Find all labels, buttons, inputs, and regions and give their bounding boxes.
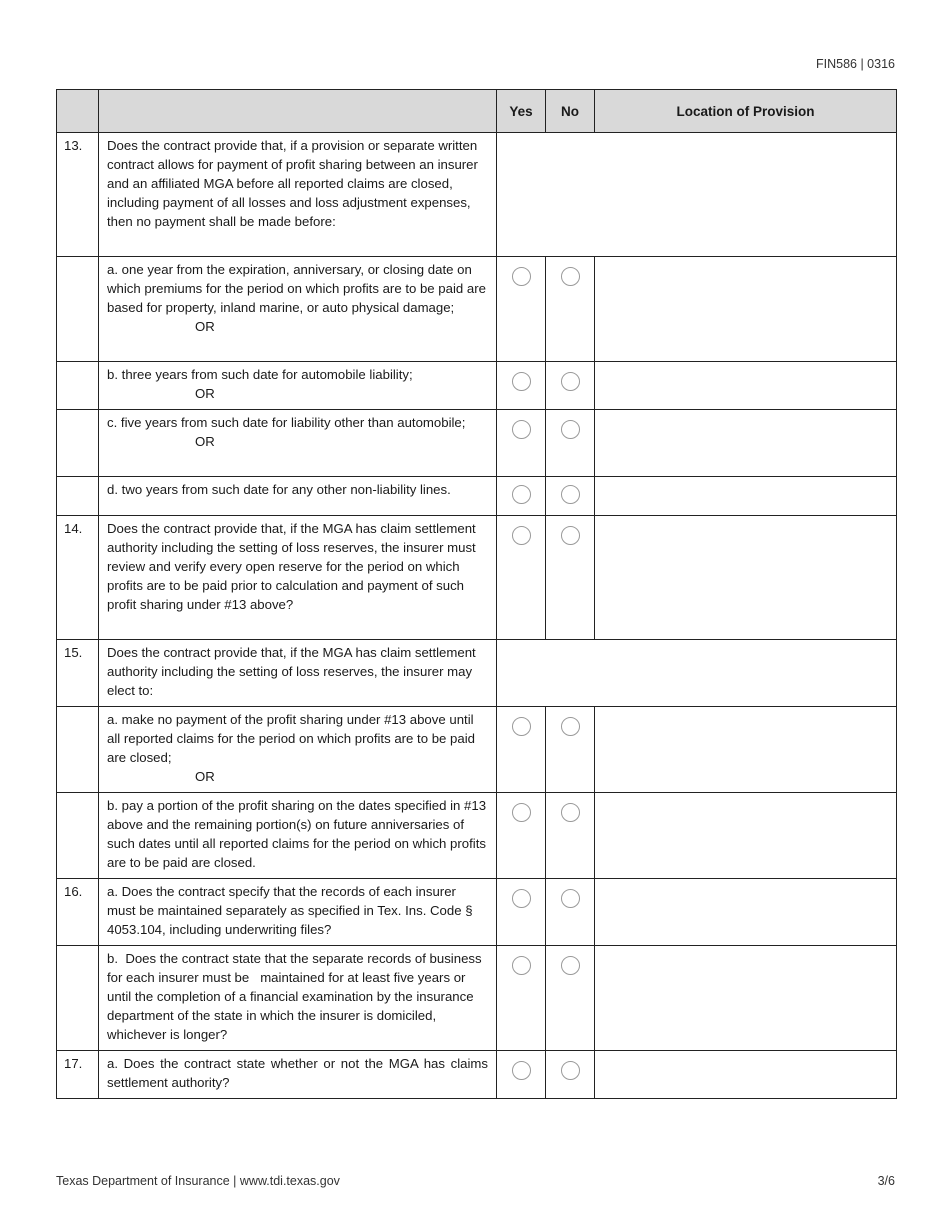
col-question <box>99 90 497 133</box>
table-header-row <box>57 90 897 133</box>
table-row <box>57 133 897 257</box>
row-number: 13. <box>57 133 99 257</box>
page-number: 3/6 <box>877 1174 895 1188</box>
yes-radio[interactable] <box>512 889 531 908</box>
merged-answer-cell <box>497 640 897 707</box>
no-cell <box>546 410 595 477</box>
yes-cell <box>497 946 546 1051</box>
location-field[interactable] <box>595 516 897 640</box>
table-row <box>57 410 897 477</box>
no-radio[interactable] <box>561 267 580 286</box>
no-radio[interactable] <box>561 803 580 822</box>
col-yes: Yes <box>497 90 546 133</box>
yes-cell <box>497 879 546 946</box>
provision-checklist-table <box>56 89 897 1099</box>
row-number <box>57 257 99 362</box>
footer-org: Texas Department of Insurance | www.tdi.texas.gov <box>56 1174 340 1188</box>
question-text: b. three years from such date for automobile liability; OR <box>99 362 497 410</box>
or-label: OR <box>195 386 215 401</box>
yes-radio[interactable] <box>512 717 531 736</box>
no-cell <box>546 879 595 946</box>
row-number <box>57 410 99 477</box>
table-row <box>57 640 897 707</box>
question-text: Does the contract provide that, if a provision or separate written contract allows for payment of profit sharing between an insurer and an affiliated MGA before all reported claims are closed, including payment of all losses and loss adjustment expenses, then no payment shall be made before: <box>99 133 497 257</box>
question-text: a. Does the contract state whether or not the MGA has claims settlement authority? <box>99 1051 497 1099</box>
location-field[interactable] <box>595 410 897 477</box>
question-text: a. make no payment of the profit sharing under #13 above until all reported claims for the period on which profits are to be paid are closed; OR <box>99 707 497 793</box>
table-row <box>57 362 897 410</box>
row-number <box>57 707 99 793</box>
table-row <box>57 477 897 516</box>
question-text: a. one year from the expiration, anniversary, or closing date on which premiums for the period on which profits are to be paid are based for property, inland marine, or auto physical damage; OR <box>99 257 497 362</box>
yes-cell <box>497 477 546 516</box>
yes-radio[interactable] <box>512 1061 531 1080</box>
location-field[interactable] <box>595 707 897 793</box>
yes-cell <box>497 257 546 362</box>
question-text: c. five years from such date for liability other than automobile; OR <box>99 410 497 477</box>
merged-answer-cell <box>497 133 897 257</box>
yes-cell <box>497 793 546 879</box>
yes-cell <box>497 362 546 410</box>
yes-radio[interactable] <box>512 485 531 504</box>
row-number: 14. <box>57 516 99 640</box>
row-number <box>57 793 99 879</box>
col-location: Location of Provision <box>595 90 897 133</box>
or-label: OR <box>195 319 215 334</box>
yes-cell <box>497 410 546 477</box>
yes-radio[interactable] <box>512 267 531 286</box>
yes-cell <box>497 1051 546 1099</box>
no-cell <box>546 362 595 410</box>
col-no: No <box>546 90 595 133</box>
no-radio[interactable] <box>561 420 580 439</box>
col-number <box>57 90 99 133</box>
location-field[interactable] <box>595 362 897 410</box>
row-number: 16. <box>57 879 99 946</box>
question-text: a. Does the contract specify that the records of each insurer must be maintained separately as specified in Tex. Ins. Code § 4053.104, including underwriting files? <box>99 879 497 946</box>
no-radio[interactable] <box>561 889 580 908</box>
row-number <box>57 477 99 516</box>
yes-cell <box>497 516 546 640</box>
location-field[interactable] <box>595 879 897 946</box>
no-radio[interactable] <box>561 372 580 391</box>
or-label: OR <box>195 434 215 449</box>
table-row <box>57 793 897 879</box>
no-cell <box>546 257 595 362</box>
form-code: FIN586 | 0316 <box>816 57 895 71</box>
yes-radio[interactable] <box>512 372 531 391</box>
no-cell <box>546 793 595 879</box>
location-field[interactable] <box>595 946 897 1051</box>
no-radio[interactable] <box>561 717 580 736</box>
table-row <box>57 707 897 793</box>
yes-radio[interactable] <box>512 420 531 439</box>
row-number: 15. <box>57 640 99 707</box>
no-radio[interactable] <box>561 526 580 545</box>
table-row <box>57 257 897 362</box>
row-number <box>57 946 99 1051</box>
question-text: Does the contract provide that, if the MGA has claim settlement authority including the setting of loss reserves, the insurer must review and verify every open reserve for the period on which profits are to be paid prior to calculation and payment of such profit sharing under #13 above? <box>99 516 497 640</box>
no-cell <box>546 946 595 1051</box>
location-field[interactable] <box>595 257 897 362</box>
question-text: d. two years from such date for any other non-liability lines. <box>99 477 497 516</box>
question-text: b. pay a portion of the profit sharing on the dates specified in #13 above and the remaining portion(s) on future anniversaries of such dates until all reported claims for the period on which profits are to be paid are closed. <box>99 793 497 879</box>
location-field[interactable] <box>595 793 897 879</box>
question-text: b. Does the contract state that the separate records of business for each insurer must be maintained for at least five years or until the completion of a financial examination by the insurance department of the state in which the insurer is domiciled, whichever is longer? <box>99 946 497 1051</box>
location-field[interactable] <box>595 1051 897 1099</box>
row-number: 17. <box>57 1051 99 1099</box>
yes-radio[interactable] <box>512 956 531 975</box>
table-row <box>57 516 897 640</box>
no-cell <box>546 707 595 793</box>
no-cell <box>546 477 595 516</box>
or-label: OR <box>195 769 215 784</box>
row-number <box>57 362 99 410</box>
table-row <box>57 946 897 1051</box>
yes-radio[interactable] <box>512 526 531 545</box>
no-cell <box>546 1051 595 1099</box>
table-row <box>57 879 897 946</box>
no-radio[interactable] <box>561 956 580 975</box>
yes-cell <box>497 707 546 793</box>
no-cell <box>546 516 595 640</box>
location-field[interactable] <box>595 477 897 516</box>
no-radio[interactable] <box>561 485 580 504</box>
yes-radio[interactable] <box>512 803 531 822</box>
no-radio[interactable] <box>561 1061 580 1080</box>
question-text: Does the contract provide that, if the MGA has claim settlement authority including the setting of loss reserves, the insurer may elect to: <box>99 640 497 707</box>
table-row <box>57 1051 897 1099</box>
